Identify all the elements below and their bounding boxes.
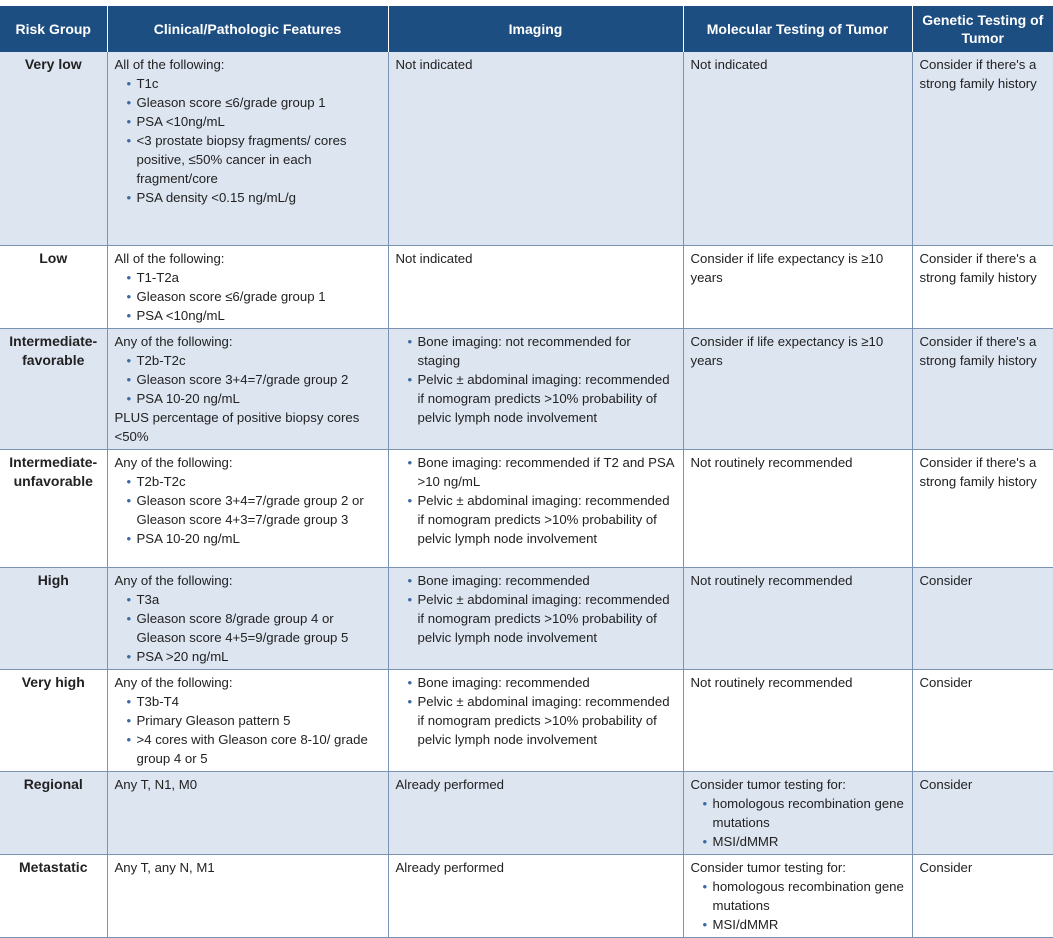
clinical-item: • PSA 10-20 ng/mL — [129, 529, 381, 548]
risk-group-cell: Very low — [0, 52, 107, 245]
imaging-item: • Pelvic ± abdominal imaging: recommended if nomogram predicts >10% probability of pelvic lymph node involvement — [410, 590, 676, 647]
clinical-item: • PSA 10-20 ng/mL — [129, 389, 381, 408]
genetic-testing-cell: Consider — [912, 854, 1053, 937]
imaging-item: • Pelvic ± abdominal imaging: recommended if nomogram predicts >10% probability of pelvic lymph node involvement — [410, 370, 676, 427]
clinical-item: • <3 prostate biopsy fragments/ cores positive, ≤50% cancer in each fragment/core — [129, 131, 381, 188]
clinical-item: • Gleason score 3+4=7/grade group 2 — [129, 370, 381, 389]
molecular-testing-cell — [683, 245, 912, 328]
clinical-list — [115, 692, 381, 768]
clinical-features-cell — [107, 771, 388, 854]
imaging-item: • Bone imaging: recommended if T2 and PSA >10 ng/mL — [410, 453, 676, 491]
molecular-text: Consider if life expectancy is ≥10 years — [690, 333, 884, 368]
clinical-item: • Gleason score 8/grade group 4 or Gleason score 4+5=9/grade group 5 — [129, 609, 381, 647]
table-row — [0, 567, 1053, 669]
risk-group-cell: High — [0, 567, 107, 669]
molecular-testing-cell — [683, 567, 912, 669]
genetic-testing-cell: Consider if there's a strong family history — [912, 328, 1053, 449]
imaging-cell — [388, 854, 683, 937]
imaging-item: • Pelvic ± abdominal imaging: recommended if nomogram predicts >10% probability of pelvic lymph node involvement — [410, 692, 676, 749]
clinical-lead: Any of the following: — [114, 333, 233, 349]
clinical-lead: Any of the following: — [114, 674, 233, 690]
clinical-lead: Any of the following: — [114, 454, 233, 470]
clinical-list — [115, 351, 381, 408]
imaging-item: • Bone imaging: recommended — [410, 571, 676, 590]
table-row — [0, 669, 1053, 771]
header-risk-group: Risk Group — [0, 6, 107, 52]
clinical-lead: Any T, any N, M1 — [114, 859, 215, 875]
clinical-item: • >4 cores with Gleason core 8-10/ grade group 4 or 5 — [129, 730, 381, 768]
clinical-item: • PSA density <0.15 ng/mL/g — [129, 188, 381, 207]
table-row — [0, 245, 1053, 328]
table-header-row — [0, 6, 1053, 52]
clinical-item: • T3b-T4 — [129, 692, 381, 711]
clinical-item: • Gleason score 3+4=7/grade group 2 or Gleason score 4+3=7/grade group 3 — [129, 491, 381, 529]
molecular-list — [691, 877, 905, 934]
clinical-item: • T1c — [129, 74, 381, 93]
imaging-item: • Bone imaging: recommended — [410, 673, 676, 692]
imaging-cell — [388, 245, 683, 328]
clinical-features-cell — [107, 449, 388, 567]
clinical-item: • T1-T2a — [129, 268, 381, 287]
molecular-text: Consider if life expectancy is ≥10 years — [690, 250, 884, 285]
clinical-item: • PSA <10ng/mL — [129, 306, 381, 325]
imaging-cell — [388, 771, 683, 854]
clinical-features-cell — [107, 245, 388, 328]
clinical-item: • PSA >20 ng/mL — [129, 647, 381, 666]
genetic-testing-cell: Consider — [912, 567, 1053, 669]
molecular-text: Not routinely recommended — [690, 572, 853, 588]
clinical-list — [115, 590, 381, 666]
molecular-text: Not indicated — [690, 57, 768, 72]
clinical-features-cell — [107, 52, 388, 245]
molecular-text: Not routinely recommended — [690, 674, 853, 690]
imaging-cell — [388, 567, 683, 669]
clinical-tail: PLUS percentage of positive biopsy cores <50% — [114, 409, 360, 444]
imaging-cell — [388, 328, 683, 449]
molecular-testing-cell — [683, 854, 912, 937]
molecular-text: Consider tumor testing for: — [690, 776, 846, 792]
imaging-item: • Pelvic ± abdominal imaging: recommended if nomogram predicts >10% probability of pelvic lymph node involvement — [410, 491, 676, 548]
clinical-list — [115, 472, 381, 548]
molecular-list — [691, 794, 905, 851]
clinical-item: • T2b-T2c — [129, 472, 381, 491]
imaging-list — [396, 673, 676, 749]
molecular-item: • MSI/dMMR — [705, 832, 905, 851]
header-molecular-testing: Molecular Testing of Tumor — [683, 6, 912, 52]
clinical-item: • T2b-T2c — [129, 351, 381, 370]
table-row — [0, 328, 1053, 449]
header-imaging: Imaging — [388, 6, 683, 52]
genetic-testing-cell: Consider — [912, 669, 1053, 771]
clinical-features-cell — [107, 669, 388, 771]
clinical-item: • Gleason score ≤6/grade group 1 — [129, 287, 381, 306]
imaging-text: Already performed — [395, 859, 504, 875]
clinical-item: • Primary Gleason pattern 5 — [129, 711, 381, 730]
clinical-item: • Gleason score ≤6/grade group 1 — [129, 93, 381, 112]
imaging-text: Already performed — [395, 776, 504, 792]
genetic-testing-cell: Consider if there's a strong family history — [912, 449, 1053, 567]
molecular-testing-cell — [683, 52, 912, 245]
clinical-list — [115, 74, 381, 207]
molecular-testing-cell — [683, 669, 912, 771]
clinical-item: • PSA <10ng/mL — [129, 112, 381, 131]
risk-group-cell: Intermediate-unfavorable — [0, 449, 107, 567]
molecular-testing-cell — [683, 771, 912, 854]
clinical-features-cell — [107, 854, 388, 937]
clinical-list — [115, 268, 381, 325]
risk-group-cell: Very high — [0, 669, 107, 771]
header-genetic-testing: Genetic Testing of Tumor — [912, 6, 1053, 52]
imaging-list — [396, 332, 676, 427]
clinical-lead: All of the following: — [114, 250, 225, 266]
genetic-testing-cell: Consider if there's a strong family history — [912, 52, 1053, 245]
molecular-text: Consider tumor testing for: — [690, 859, 846, 875]
clinical-lead: All of the following: — [114, 57, 225, 72]
molecular-text: Not routinely recommended — [690, 454, 853, 470]
imaging-cell — [388, 669, 683, 771]
risk-group-cell: Intermediate-favorable — [0, 328, 107, 449]
clinical-lead: Any T, N1, M0 — [114, 776, 198, 792]
clinical-features-cell — [107, 328, 388, 449]
risk-group-cell: Regional — [0, 771, 107, 854]
clinical-item: • T3a — [129, 590, 381, 609]
molecular-item: • homologous recombination gene mutations — [705, 877, 905, 915]
molecular-testing-cell — [683, 328, 912, 449]
imaging-text: Not indicated — [395, 57, 473, 72]
risk-group-cell: Low — [0, 245, 107, 328]
molecular-item: • homologous recombination gene mutations — [705, 794, 905, 832]
molecular-testing-cell — [683, 449, 912, 567]
imaging-item: • Bone imaging: not recommended for staging — [410, 332, 676, 370]
table-body — [0, 52, 1053, 937]
header-clinical-features: Clinical/Pathologic Features — [107, 6, 388, 52]
table-row — [0, 449, 1053, 567]
risk-group-table — [0, 6, 1053, 938]
genetic-testing-cell: Consider if there's a strong family history — [912, 245, 1053, 328]
imaging-cell — [388, 449, 683, 567]
molecular-item: • MSI/dMMR — [705, 915, 905, 934]
table-row — [0, 771, 1053, 854]
clinical-features-cell — [107, 567, 388, 669]
clinical-lead: Any of the following: — [114, 572, 233, 588]
risk-group-cell: Metastatic — [0, 854, 107, 937]
imaging-cell — [388, 52, 683, 245]
table-row — [0, 52, 1053, 245]
genetic-testing-cell: Consider — [912, 771, 1053, 854]
imaging-list — [396, 453, 676, 548]
imaging-list — [396, 571, 676, 647]
table-row — [0, 854, 1053, 937]
imaging-text: Not indicated — [395, 250, 473, 266]
